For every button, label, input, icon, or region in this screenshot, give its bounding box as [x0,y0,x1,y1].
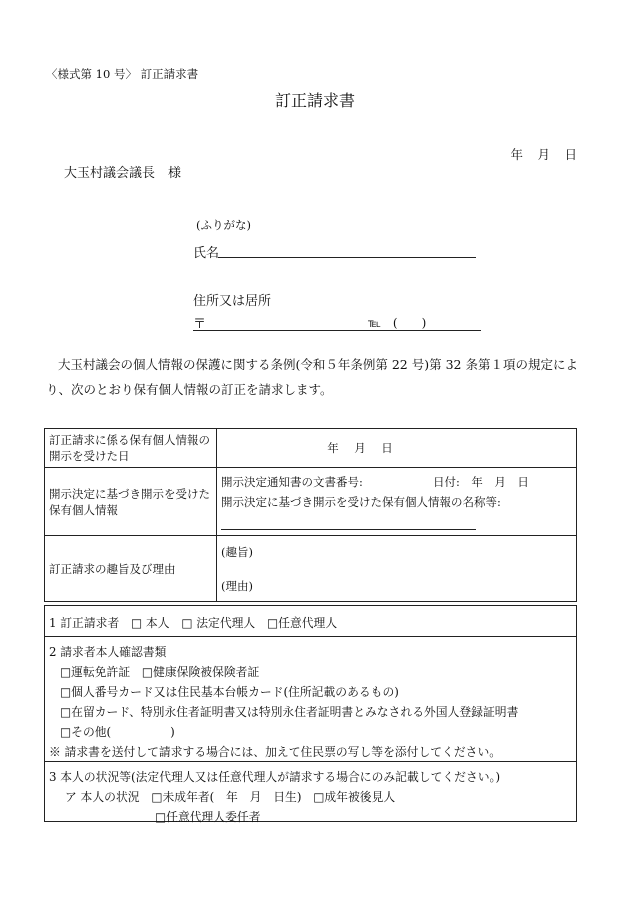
document-title: 訂正請求書 [274,91,355,110]
disclosed-info-label: 開示決定に基づき開示を受けた保有個人情報 [45,468,217,536]
doc-date-label: 日付: 年 月 日 [433,475,529,489]
disclosure-date-field[interactable] [217,429,577,468]
id-documents-title: 2 請求者本人確認書類 [49,645,167,659]
furigana-label: (ふりがな) [196,218,251,232]
disclosure-date-value: 年 月 日 [327,441,395,455]
requester-info-box [44,605,577,822]
request-date: 年 月 日 [510,147,578,162]
purpose-reason-field[interactable] [217,536,577,602]
purpose-label: (趣旨) [221,544,253,559]
id-option-other[interactable]: □その他( ) [60,725,175,739]
principal-status-title: 3 本人の状況等(法定代理人又は任意代理人が請求する場合にのみ記載してください。) [49,770,501,784]
id-option-mynumber[interactable]: □個人番号カード又は住民基本台帳カード(住所記載のあるもの) [60,685,399,699]
address-label: 住所又は居所 [193,294,272,309]
name-field[interactable] [218,257,476,258]
id-option-residence-card[interactable]: □在留カード、特別永住者証明書又は特別永住者証明書とみなされる外国人登録証明書 [60,705,519,719]
table-row [45,468,577,536]
request-details-table [44,428,577,602]
disclosed-info-field[interactable] [217,468,577,536]
purpose-reason-label: 訂正請求の趣旨及び理由 [45,536,217,602]
section-principal-status [45,762,576,824]
principal-status-options[interactable]: ア 本人の状況 □未成年者( 年 月 日生) □成年被後見人 [65,790,396,804]
doc-number-label: 開示決定通知書の文書番号: [221,475,363,489]
address-field[interactable] [193,330,481,331]
id-documents-note: ※ 請求書を送付して請求する場合には、加えて住民票の写し等を添付してください。 [49,745,502,759]
section-id-documents [45,637,576,762]
reason-label: (理由) [221,578,253,593]
intro-paragraph: 大玉村議会の個人情報の保護に関する条例(令和５年条例第 22 号)第 32 条第１項の規定により、次のとおり保有個人情報の訂正を請求します。 [46,357,578,397]
requester-type[interactable]: 1 訂正請求者 □ 本人 □ 法定代理人 □任意代理人 [49,616,338,630]
name-label: 氏名 [193,246,220,261]
table-row [45,429,577,468]
disclosure-date-label: 訂正請求に係る保有個人情報の開示を受けた日 [45,429,217,468]
principal-status-delegator[interactable]: □任意代理人委任者 [155,810,261,824]
recipient: 大玉村議会議長 様 [64,166,182,181]
section-requester [45,606,576,637]
info-name-label: 開示決定に基づき開示を受けた保有個人情報の名称等: [221,495,501,509]
id-option-license[interactable]: □運転免許証 □健康保険被保険者証 [60,665,260,679]
info-name-line [221,528,476,530]
table-row [45,536,577,602]
form-id: 〈様式第 10 号〉 訂正請求書 [46,67,199,81]
tel-label: ℡ ( ) [368,316,427,330]
postal-mark: 〒 [193,317,207,332]
